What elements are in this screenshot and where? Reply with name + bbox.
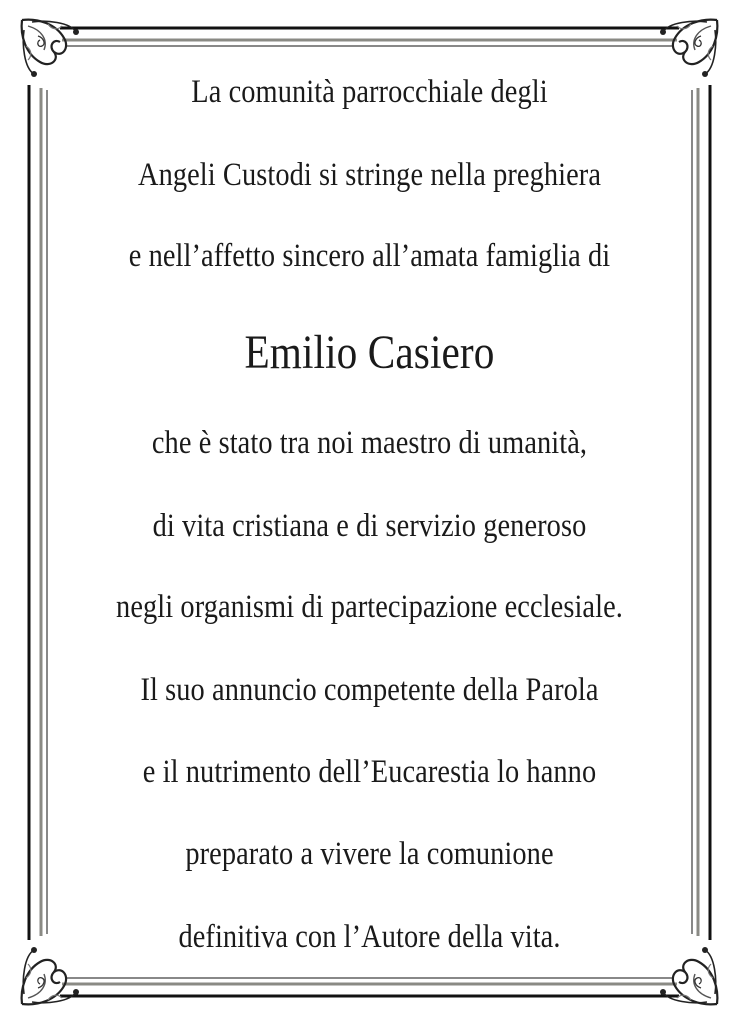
intro-line-3: e nell’affetto sincero all’amata famiglia di <box>128 238 611 274</box>
notice-text <box>40 0 699 1024</box>
body-line-4: Il suo annuncio competente della Parola <box>140 672 599 708</box>
intro-line-1: La comunità parrocchiale degli <box>191 74 548 110</box>
body-line-1: che è stato tra noi maestro di umanità, <box>151 425 588 461</box>
body-line-3: negli organismi di partecipazione ecclesiale. <box>116 589 623 625</box>
body-line-2: di vita cristiana e di servizio generoso <box>152 508 587 544</box>
body-line-5: e il nutrimento dell’Eucarestia lo hanno <box>142 754 597 790</box>
body-line-7: definitiva con l’Autore della vita. <box>178 919 561 955</box>
intro-line-2: Angeli Custodi si stringe nella preghiera <box>137 157 602 193</box>
deceased-name: Emilio Casiero <box>244 326 495 379</box>
body-line-6: preparato a vivere la comunione <box>185 836 554 872</box>
